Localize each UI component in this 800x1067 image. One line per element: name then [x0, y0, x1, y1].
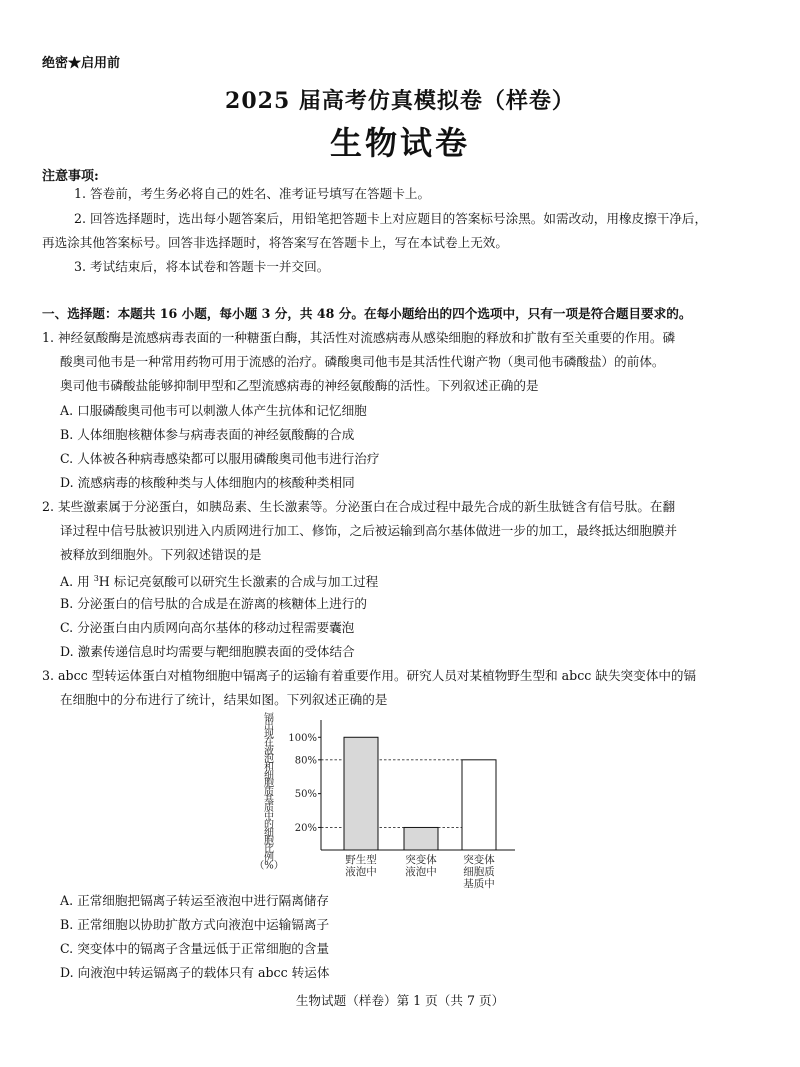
q3-stem-line-2: 在细胞中的分布进行了统计，结果如图。下列叙述正确的是: [60, 692, 388, 707]
chart-xtick-label: 野生型: [345, 854, 377, 866]
q2-option-c: C. 分泌蛋白由内质网向高尔基体的移动过程需要囊泡: [60, 620, 355, 635]
chart-ylabel-char: 例: [264, 852, 274, 864]
q3-option-d: D. 向液泡中转运镉离子的载体只有 abcc 转运体: [60, 965, 330, 980]
chart-ylabel-char: 在: [264, 737, 274, 749]
chart-xtick-label: 突变体: [405, 854, 437, 866]
chart-ylabel-char: 胞: [264, 778, 274, 790]
exam-title: 2025 届高考仿真模拟卷（样卷）: [225, 88, 575, 114]
chart-bar: [462, 760, 496, 850]
q1-option-a: A. 口服磷酸奥司他韦可以刺激人体产生抗体和记忆细胞: [60, 403, 367, 418]
q2-option-d: D. 激素传递信息时均需要与靶细胞膜表面的受体结合: [60, 644, 355, 659]
chart-ylabel-char: 中: [264, 811, 274, 823]
notice-heading: 注意事项:: [42, 169, 99, 184]
q1-stem-line-3: 奥司他韦磷酸盐能够抑制甲型和乙型流感病毒的神经氨酸酶的活性。下列叙述正确的是: [60, 378, 539, 393]
chart-xtick-label: 基质中: [463, 878, 495, 890]
chart-xtick-label: 突变体: [463, 854, 495, 866]
chart-ylabel-char: 的: [264, 819, 274, 831]
q3-stem-line-1: 3. abcc 型转运体蛋白对植物细胞中镉离子的运输有着重要作用。研究人员对某植物野生型和 abcc 缺失突变体中的镉: [42, 668, 697, 683]
q3-option-b: B. 正常细胞以协助扩散方式向液泡中运输镉离子: [60, 917, 330, 932]
q2-stem-line-1: 2. 某些激素属于分泌蛋白，如胰岛素、生长激素等。分泌蛋白在合成过程中最先合成的新生肽链含有信号肽。在翻: [42, 499, 676, 514]
chart-xtick-label: 细胞质: [463, 866, 495, 878]
q3-option-c: C. 突变体中的镉离子含量远低于正常细胞的含量: [60, 941, 330, 956]
notice-item-1: 1. 答卷前，考生务必将自己的姓名、准考证号填写在答题卡上。: [74, 186, 431, 201]
notice-item-2: 2. 回答选择题时，选出每小题答案后，用铅笔把答题卡上对应题目的答案标号涂黑。如需改动，用橡皮擦干净后，: [74, 211, 708, 226]
chart-ytick-label: 50%: [294, 789, 317, 801]
q2-option-a-superscript: 3: [93, 574, 99, 583]
secret-label: 绝密★启用前: [42, 56, 121, 71]
q2-option-a-rest: H 标记亮氨酸可以研究生长激素的合成与加工过程: [98, 574, 379, 590]
q2-option-a: [60, 567, 378, 594]
chart-ylabel-char: （%）: [254, 860, 284, 872]
chart-bars: [344, 737, 496, 850]
chart-ylabel-char: 比: [264, 844, 274, 856]
chart-bar: [404, 827, 438, 850]
page-footer: 生物试题（样卷）第 1 页（共 7 页）: [295, 993, 505, 1008]
notice-item-2-cont: 再选涂其他答案标号。回答非选择题时，将答案写在答题卡上，写在本试卷上无效。: [42, 235, 508, 250]
section-heading: 一、选择题：本题共 16 小题，每小题 3 分，共 48 分。在每小题给出的四个选项中，只有一项是符合题目要求的。: [42, 306, 692, 321]
chart-x-labels: [345, 853, 495, 890]
chart-y-ticks: [288, 733, 321, 834]
chart-ylabel-char: 细: [264, 827, 274, 839]
chart-ylabel-char: 液: [264, 745, 274, 757]
q2-option-b: B. 分泌蛋白的信号肽的合成是在游离的核糖体上进行的: [60, 596, 367, 611]
chart-ylabel-char: 质: [264, 803, 274, 815]
q1-stem-line-1: 1. 神经氨酸酶是流感病毒表面的一种糖蛋白酶，其活性对流感病毒从感染细胞的释放和扩散有至关重要的作用。磷: [42, 330, 676, 345]
chart-ylabel-char: 胞: [264, 836, 274, 847]
q2-option-a-prefix: A. 用: [60, 574, 94, 590]
subject-title: 生物试卷: [329, 124, 470, 162]
q1-option-d: D. 流感病毒的核酸种类与人体细胞内的核酸种类相同: [60, 475, 355, 490]
q3-option-a: A. 正常细胞把镉离子转运至液泡中进行隔离储存: [60, 893, 329, 908]
notice-item-3: 3. 考试结束后，将本试卷和答题卡一并交回。: [74, 259, 330, 274]
q2-stem-line-2: 译过程中信号肽被识别进入内质网进行加工、修饰，之后被运输到高尔基体做进一步的加工，最终抵达细胞膜并: [60, 523, 678, 538]
chart-ylabel-char: 质: [264, 786, 274, 798]
q2-stem-line-3: 被释放到细胞外。下列叙述错误的是: [60, 547, 262, 562]
q1-stem-line-2: 酸奥司他韦是一种常用药物可用于流感的治疗。磷酸奥司他韦是其活性代谢产物（奥司他韦磷酸盐）的前体。: [60, 354, 665, 369]
q1-option-c: C. 人体被各种病毒感染都可以服用磷酸奥司他韦进行治疗: [60, 451, 380, 466]
chart-ylabel-char: 细: [264, 770, 274, 782]
cadmium-distribution-bar-chart: [245, 712, 525, 897]
chart-ylabel-char: 镉: [264, 713, 274, 724]
chart-ytick-label: 100%: [288, 732, 317, 744]
chart-xtick-label: 液泡中: [345, 866, 377, 878]
chart-ytick-label: 20%: [294, 822, 317, 834]
chart-reference-lines: [321, 760, 462, 828]
chart-y-axis-label: [254, 712, 284, 872]
chart-ylabel-char: 和: [264, 762, 274, 774]
chart-ylabel-char: 泡: [264, 754, 274, 765]
chart-ytick-label: 80%: [294, 755, 317, 767]
chart-bar: [344, 737, 378, 850]
q1-option-b: B. 人体细胞核糖体参与病毒表面的神经氨酸酶的合成: [60, 427, 355, 442]
chart-xtick-label: 液泡中: [405, 866, 437, 878]
chart-ylabel-char: 现: [264, 729, 274, 741]
chart-ylabel-char: 出: [264, 721, 274, 733]
chart-ylabel-char: 基: [264, 795, 274, 806]
